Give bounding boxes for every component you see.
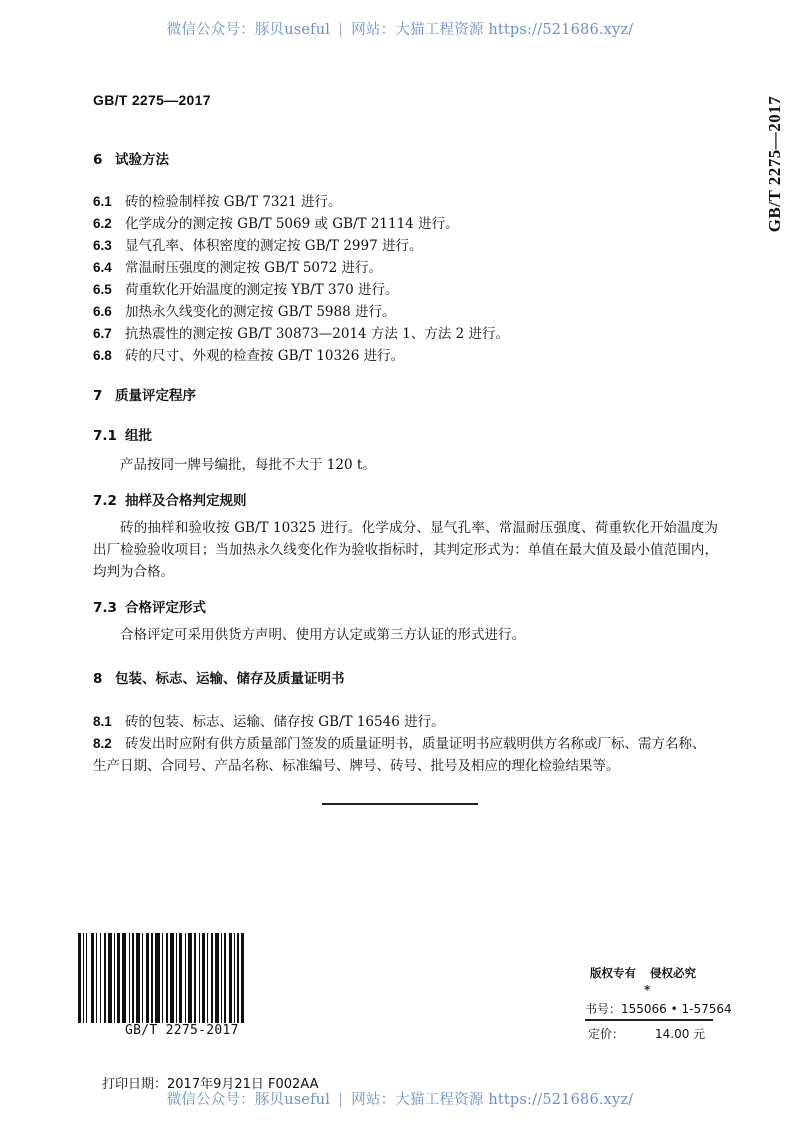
section-6-heading: 6 试验方法 — [93, 152, 169, 168]
end-rule — [322, 803, 478, 805]
clause-6-4: 6.4 常温耐压强度的测定按 GB/T 5072 进行。 — [93, 260, 382, 276]
clause-6-7: 6.7 抗热震性的测定按 GB/T 30873—2014 方法 1、方法 2 进行。 — [93, 326, 509, 342]
watermark-separator: | — [338, 22, 344, 38]
watermark-wechat: 微信公众号：豚贝useful — [166, 1092, 331, 1108]
clause-6-6: 6.6 加热永久线变化的测定按 GB/T 5988 进行。 — [93, 304, 396, 320]
watermark-top — [0, 18, 800, 39]
clause-6-8: 6.8 砖的尺寸、外观的检查按 GB/T 10326 进行。 — [93, 348, 405, 364]
side-standard-code — [760, 84, 790, 244]
clause-7-2-body: 砖的抽样和验收按 GB/T 10325 进行。化学成分、显气孔率、常温耐压强度、荷重软化开始温度为出厂检验验收项目；当加热永久线变化作为验收指标时，其判定形式为：单值在最大值及最小值范围内，均判为合格。 — [93, 520, 718, 580]
price-value: 14.00 元 — [655, 1027, 706, 1041]
print-date: 打印日期：2017年9月21日 F002AA — [102, 1077, 319, 1092]
book-number: 书号：155066 • 1-57564 — [585, 1002, 732, 1016]
side-standard-code-text: GB/T 2275—2017 — [765, 95, 784, 233]
clause-6-1: 6.1 砖的检验制样按 GB/T 7321 进行。 — [93, 194, 342, 210]
clause-8-2: 8.2 砖发出时应附有供方质量部门签发的质量证明书，质量证明书应载明供方名称或厂标、需方名称、 — [93, 736, 706, 752]
barcode — [78, 933, 271, 1023]
watermark-wechat: 微信公众号：豚贝useful — [166, 22, 331, 38]
barcode-text: GB/T 2275-2017 — [125, 1023, 239, 1038]
watermark-site: 网站：大猫工程资源 https://521686.xyz/ — [351, 22, 634, 38]
clause-6-5: 6.5 荷重软化开始温度的测定按 YB/T 370 进行。 — [93, 282, 399, 298]
standard-code-header: GB/T 2275—2017 — [93, 92, 211, 108]
clause-7-1-body: 产品按同一牌号编批，每批不大于 120 t。 — [120, 457, 376, 473]
watermark-separator: | — [338, 1092, 344, 1108]
section-8-heading: 8 包装、标志、运输、储存及质量证明书 — [93, 671, 345, 687]
watermark-bottom — [0, 1088, 800, 1109]
clause-8-2-continuation: 生产日期、合同号、产品名称、标准编号、牌号、砖号、批号及相应的理化检验结果等。 — [93, 758, 620, 774]
watermark-site: 网站：大猫工程资源 https://521686.xyz/ — [351, 1092, 634, 1108]
copyright-notice: 版权专有 侵权必究 — [590, 966, 696, 980]
clause-6-2: 6.2 化学成分的测定按 GB/T 5069 或 GB/T 21114 进行。 — [93, 216, 459, 232]
star-mark: * — [644, 983, 651, 997]
section-7-heading: 7 质量评定程序 — [93, 388, 196, 404]
clause-7-1-heading: 7.1 组批 — [93, 428, 152, 444]
clause-7-3-body: 合格评定可采用供货方声明、使用方认定或第三方认证的形式进行。 — [120, 627, 525, 643]
clause-6-3: 6.3 显气孔率、体积密度的测定按 GB/T 2997 进行。 — [93, 238, 423, 254]
clause-7-2-heading: 7.2 抽样及合格判定规则 — [93, 493, 247, 509]
clause-7-3-heading: 7.3 合格评定形式 — [93, 600, 206, 616]
price-label: 定价： — [588, 1027, 625, 1041]
clause-8-1: 8.1 砖的包装、标志、运输、储存按 GB/T 16546 进行。 — [93, 714, 445, 730]
price-rule — [585, 1019, 713, 1021]
